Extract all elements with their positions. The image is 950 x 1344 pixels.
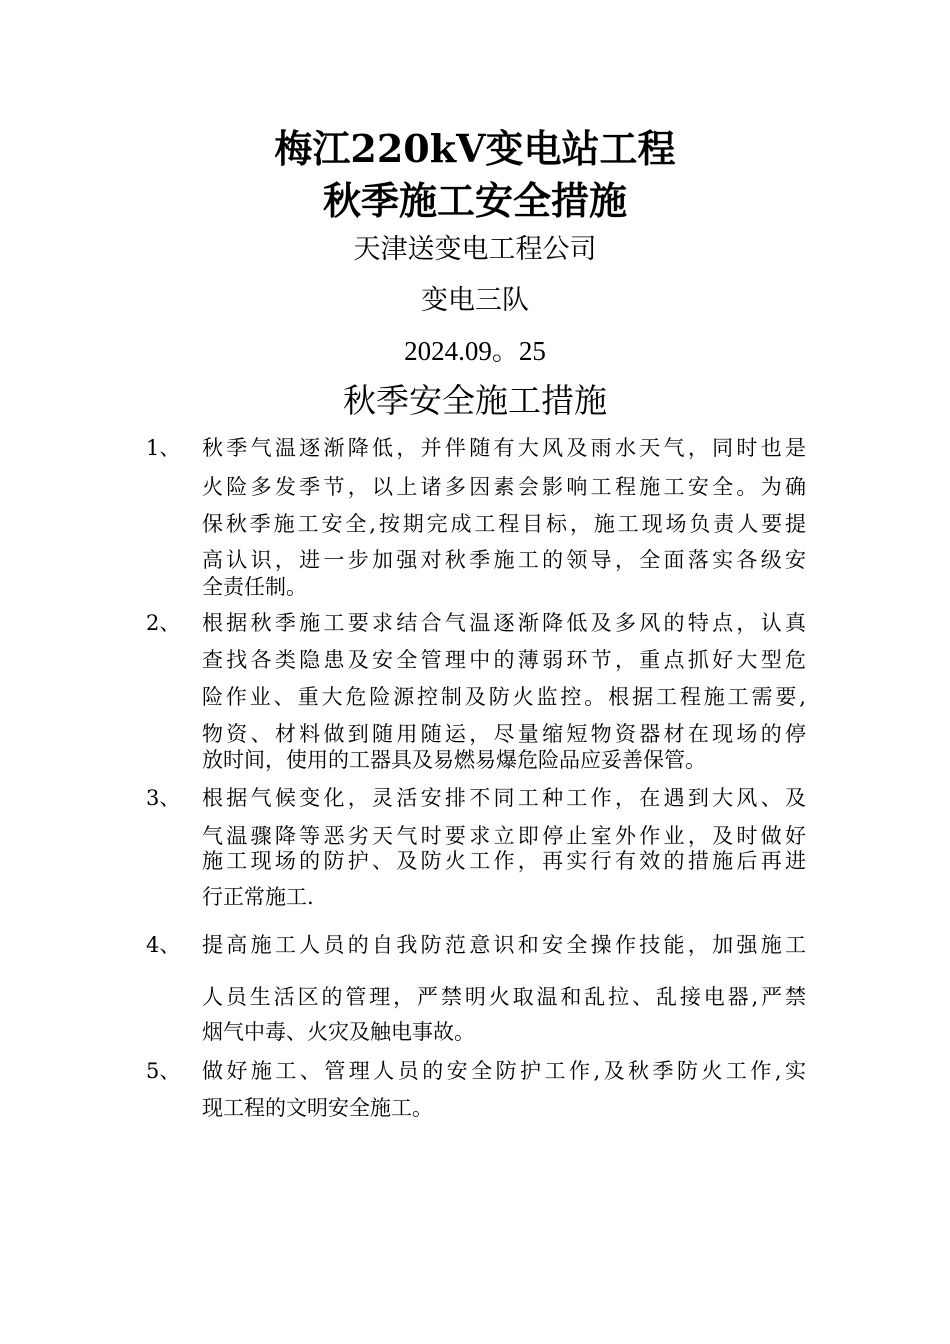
- list-item-line: 做好施工、管理人员的安全防护工作,及秋季防火工作,实: [202, 1059, 806, 1083]
- list-item-number: 3、: [146, 786, 181, 810]
- list-item-line: 人员生活区的管理，严禁明火取温和乱拉、乱接电器,严禁: [202, 985, 806, 1009]
- list-item-line: 烟气中毒、火灾及触电事故。: [202, 1020, 475, 1044]
- document-title-line-1: 梅江220kV变电站工程: [274, 126, 676, 171]
- list-item-line: 行正常施工.: [202, 885, 314, 909]
- list-item-line: 放时间，使用的工器具及易燃易爆危险品应妥善保管。: [202, 748, 706, 772]
- list-item-line: 根据秋季施工要求结合气温逐渐降低及多风的特点，认真: [202, 611, 806, 635]
- list-item-number: 4、: [146, 933, 181, 957]
- list-item-line: 查找各类隐患及安全管理中的薄弱环节，重点抓好大型危: [202, 648, 806, 672]
- list-item-line: 全责任制。: [202, 575, 307, 599]
- list-item-number: 5、: [146, 1059, 181, 1083]
- section-title: 秋季安全施工措施: [343, 381, 607, 420]
- list-item-line: 秋季气温逐渐降低，并伴随有大风及雨水天气，同时也是: [202, 436, 806, 460]
- list-item-number: 2、: [146, 611, 181, 635]
- list-item-line: 保秋季施工安全,按期完成工程目标，施工现场负责人要提: [202, 512, 806, 536]
- team-name: 变电三队: [421, 285, 529, 316]
- list-item-line: 根据气候变化，灵活安排不同工种工作，在遇到大风、及: [202, 786, 806, 810]
- list-item-number: 1、: [146, 436, 181, 460]
- organization-name: 天津送变电工程公司: [353, 234, 597, 265]
- list-item-line: 火险多发季节，以上诸多因素会影响工程施工安全。为确: [202, 475, 806, 499]
- list-item-line: 提高施工人员的自我防范意识和安全操作技能，加强施工: [202, 933, 806, 957]
- list-item-line: 气温骤降等恶劣天气时要求立即停止室外作业，及时做好: [202, 824, 806, 848]
- list-item-line: 现工程的文明安全施工。: [202, 1096, 433, 1120]
- list-item-line: 施工现场的防护、及防火工作，再实行有效的措施后再进: [202, 849, 806, 873]
- list-item-line: 高认识，进一步加强对秋季施工的领导，全面落实各级安: [202, 548, 806, 572]
- list-item-line: 物资、材料做到随用随运，尽量缩短物资器材在现场的停: [202, 722, 806, 746]
- document-date: 2024.09。25: [404, 336, 546, 366]
- list-item-line: 险作业、重大危险源控制及防火监控。根据工程施工需要,: [202, 685, 806, 709]
- document-title-line-2: 秋季施工安全措施: [322, 178, 627, 223]
